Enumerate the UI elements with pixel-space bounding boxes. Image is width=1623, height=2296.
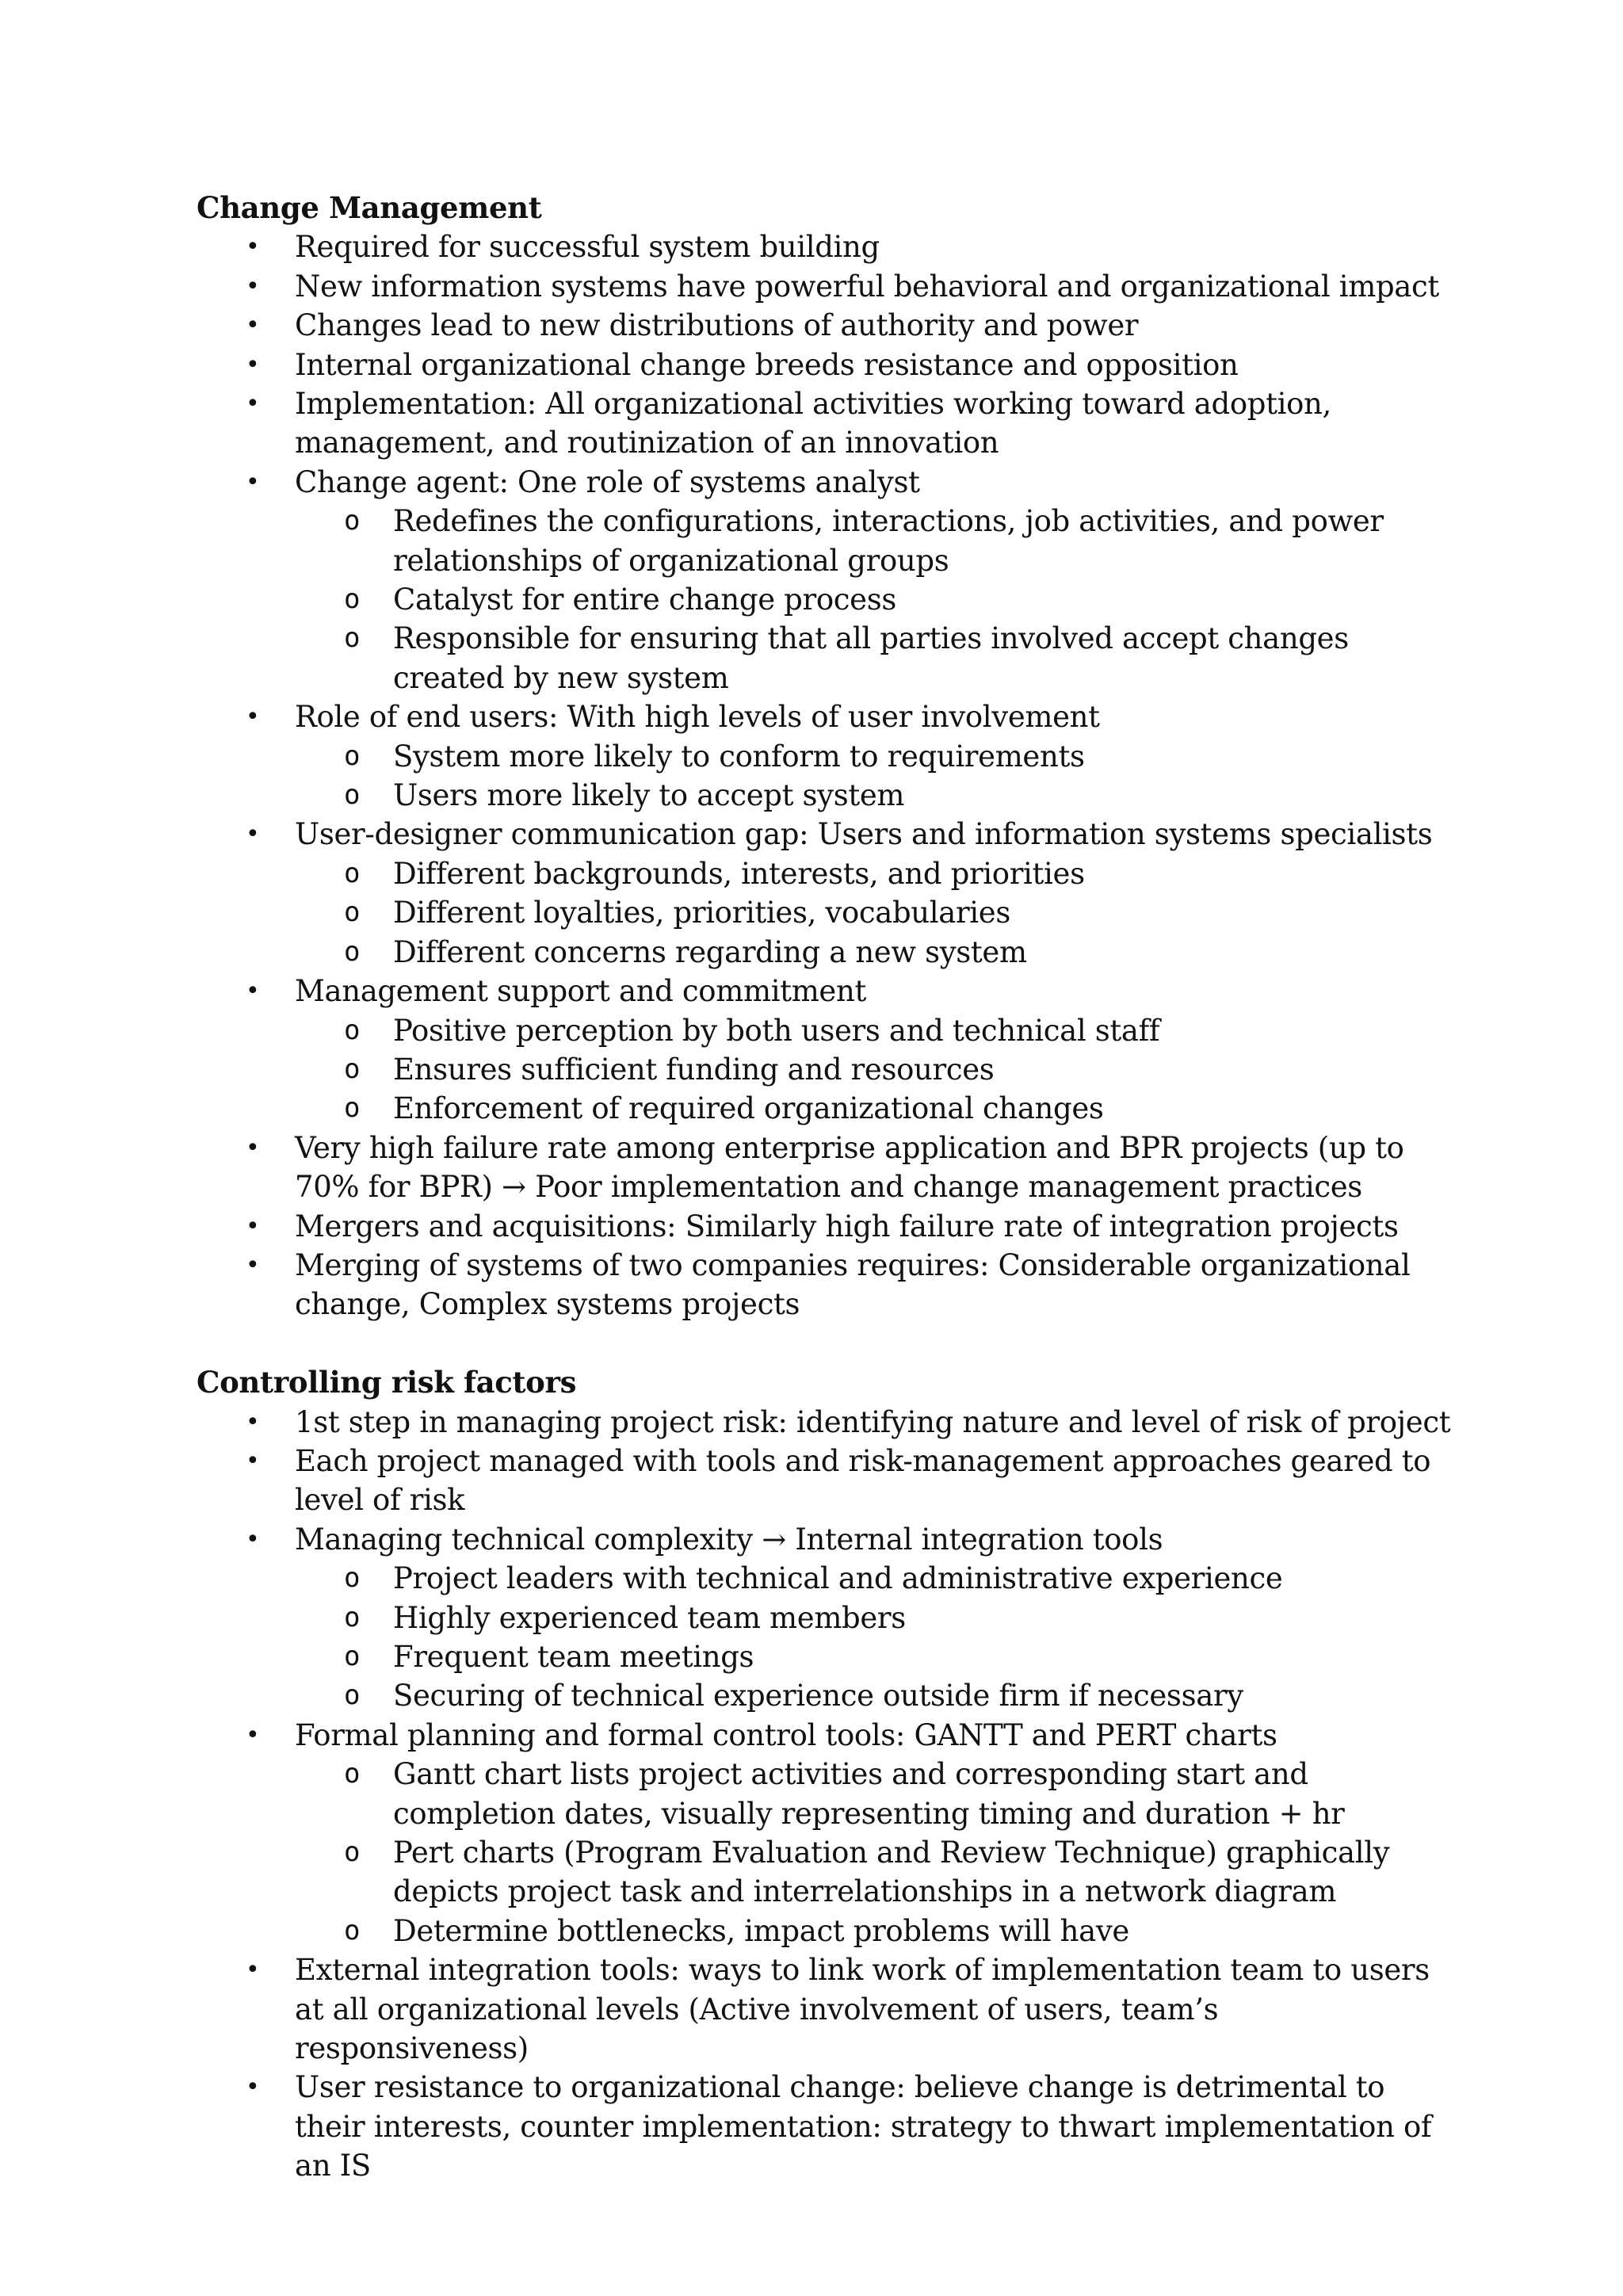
sub-list-item-text: Different backgrounds, interests, and priorities [393,856,1085,891]
list-item-text: Each project managed with tools and risk-management approaches geared to level of risk [295,1443,1431,1518]
sub-list-item-text: Pert charts (Program Evaluation and Review Technique) graphically depicts project task and interrelationships in a network diagram [393,1836,1390,1909]
sub-list-item [344,893,1457,932]
list-item-text: External integration tools: ways to link work of implementation team to users at all organizational levels (Active involvement of users, team’s responsiveness) [295,1953,1430,2066]
sub-bullet-icon: o [344,779,361,812]
sub-list-item [344,1676,1457,1715]
sub-list-item-text: Project leaders with technical and administrative experience [393,1561,1283,1596]
bullet-icon: • [246,1956,260,1985]
sub-list-item-text: Positive perception by both users and technical staff [393,1013,1160,1048]
list-item-text: Internal organizational change breeds resistance and opposition [295,347,1239,382]
sub-list-item-text: Different concerns regarding a new system [393,934,1027,969]
sub-bullet-icon: o [344,1640,361,1672]
list-item [246,2068,1457,2185]
sub-list-item [344,1050,1457,1089]
bullet-list [197,227,1457,1324]
list-item [246,346,1457,384]
sub-bullet-icon: o [344,1758,361,1790]
list-item-text: Changes lead to new distributions of authority and power [295,308,1139,343]
sub-list-item [344,502,1457,580]
sub-list-item-text: Responsible for ensuring that all parties involved accept changes created by new system [393,621,1349,695]
sub-bullet-icon: o [344,1679,361,1712]
sub-list-item [344,1637,1457,1676]
sub-bullet-icon: o [344,739,361,772]
sub-list-item-text: Different loyalties, priorities, vocabularies [393,896,1010,930]
bullet-list [197,1403,1457,2186]
sub-bullet-icon: o [344,622,361,655]
sub-bullet-list [295,854,1457,972]
sub-list-item-text: System more likely to conform to requirements [393,739,1085,774]
bullet-icon: • [246,272,260,300]
list-item [246,1403,1457,1442]
sub-bullet-icon: o [344,1914,361,1946]
list-item-text: Management support and commitment [295,974,866,1009]
bullet-icon: • [246,1251,260,1279]
list-item [246,1442,1457,1520]
sub-bullet-list [295,502,1457,697]
bullet-icon: • [246,977,260,1006]
bullet-icon: • [246,311,260,340]
sub-bullet-icon: o [344,1052,361,1085]
sub-list-item [344,1755,1457,1833]
sub-list-item [344,933,1457,972]
sub-list-item-text: Catalyst for entire change process [393,583,896,617]
bullet-icon: • [246,2073,260,2102]
sub-bullet-icon: o [344,1092,361,1125]
sub-list-item-text: Determine bottlenecks, impact problems will have [393,1913,1129,1948]
list-item-text: Change agent: One role of systems analyst [295,464,920,499]
bullet-icon: • [246,350,260,379]
section [197,189,1457,1324]
sub-list-item [344,1912,1457,1950]
sub-bullet-icon: o [344,505,361,537]
sub-bullet-icon: o [344,1014,361,1046]
bullet-icon: • [246,1721,260,1749]
list-item-text: Formal planning and formal control tools: GANTT and PERT charts [295,1717,1277,1752]
list-item [246,227,1457,266]
bullet-icon: • [246,820,260,849]
list-item-text: Mergers and acquisitions: Similarly high failure rate of integration projects [295,1209,1399,1244]
bullet-icon: • [246,468,260,496]
list-item [246,1716,1457,1950]
section-gap [197,1324,1457,1363]
list-item-text: Managing technical complexity → Internal integration tools [295,1522,1163,1557]
list-item-text: Role of end users: With high levels of user involvement [295,700,1100,735]
sub-list-item-text: Securing of technical experience outside firm if necessary [393,1679,1243,1713]
sub-bullet-icon: o [344,896,361,929]
sub-list-item [344,1599,1457,1637]
document-content [197,189,1457,2186]
list-item [246,1129,1457,1207]
sub-list-item-text: Frequent team meetings [393,1639,754,1674]
sub-bullet-list [295,1011,1457,1129]
list-item-text: Implementation: All organizational activities working toward adoption, management, and routinization of an innovation [295,387,1331,460]
list-item-text: Required for successful system building [295,230,880,265]
sub-bullet-icon: o [344,1562,361,1595]
section [197,1363,1457,2186]
sub-list-item [344,619,1457,697]
list-item-text: User resistance to organizational change: believe change is detrimental to their interests, counter implementation: strategy to thwart implementation of an IS [295,2070,1432,2183]
sub-list-item [344,854,1457,893]
sub-list-item [344,1089,1457,1128]
sub-list-item-text: Enforcement of required organizational changes [393,1091,1104,1126]
list-item-text: User-designer communication gap: Users and information systems specialists [295,817,1433,852]
bullet-icon: • [246,233,260,262]
list-item [246,1520,1457,1716]
list-item [246,306,1457,345]
sub-bullet-icon: o [344,1836,361,1869]
sub-list-item-text: Ensures sufficient funding and resources [393,1052,995,1087]
bullet-icon: • [246,703,260,732]
bullet-icon: • [246,1133,260,1162]
bullet-icon: • [246,1446,260,1475]
bullet-icon: • [246,390,260,418]
sub-bullet-icon: o [344,583,361,616]
sub-bullet-list [295,1755,1457,1950]
list-item-text: Merging of systems of two companies requires: Considerable organizational change, Complex systems projects [295,1247,1411,1322]
list-item [246,1207,1457,1246]
list-item [246,815,1457,972]
sub-list-item [344,737,1457,776]
sub-bullet-icon: o [344,857,361,889]
sub-list-item-text: Gantt chart lists project activities and corresponding start and completion dates, visually representing timing and duration + hr [393,1757,1345,1831]
list-item-text: Very high failure rate among enterprise application and BPR projects (up to 70% for BPR) → Poor implementation and change management practices [295,1130,1404,1205]
sub-list-item-text: Users more likely to accept system [393,778,905,813]
sub-list-item-text: Redefines the configurations, interactions, job activities, and power relationships of organizational groups [393,504,1384,578]
list-item-text: 1st step in managing project risk: identifying nature and level of risk of project [295,1404,1451,1439]
sub-bullet-icon: o [344,935,361,968]
list-item [246,267,1457,306]
bullet-icon: • [246,1212,260,1240]
list-item [246,463,1457,697]
sub-bullet-list [295,737,1457,816]
list-item [246,697,1457,815]
bullet-icon: • [246,1525,260,1553]
sub-list-item [344,1833,1457,1912]
section-heading: Controlling risk factors [197,1365,577,1400]
sub-list-item [344,776,1457,815]
section-heading: Change Management [197,190,542,225]
sub-list-item [344,1011,1457,1050]
sub-list-item-text: Highly experienced team members [393,1600,906,1635]
bullet-icon: • [246,1408,260,1436]
list-item [246,972,1457,1129]
sub-list-item [344,580,1457,619]
list-item [246,1950,1457,2068]
list-item-text: New information systems have powerful behavioral and organizational impact [295,269,1439,304]
sub-list-item [344,1559,1457,1598]
list-item [246,1246,1457,1324]
sub-bullet-icon: o [344,1601,361,1633]
sub-bullet-list [295,1559,1457,1716]
list-item [246,384,1457,463]
